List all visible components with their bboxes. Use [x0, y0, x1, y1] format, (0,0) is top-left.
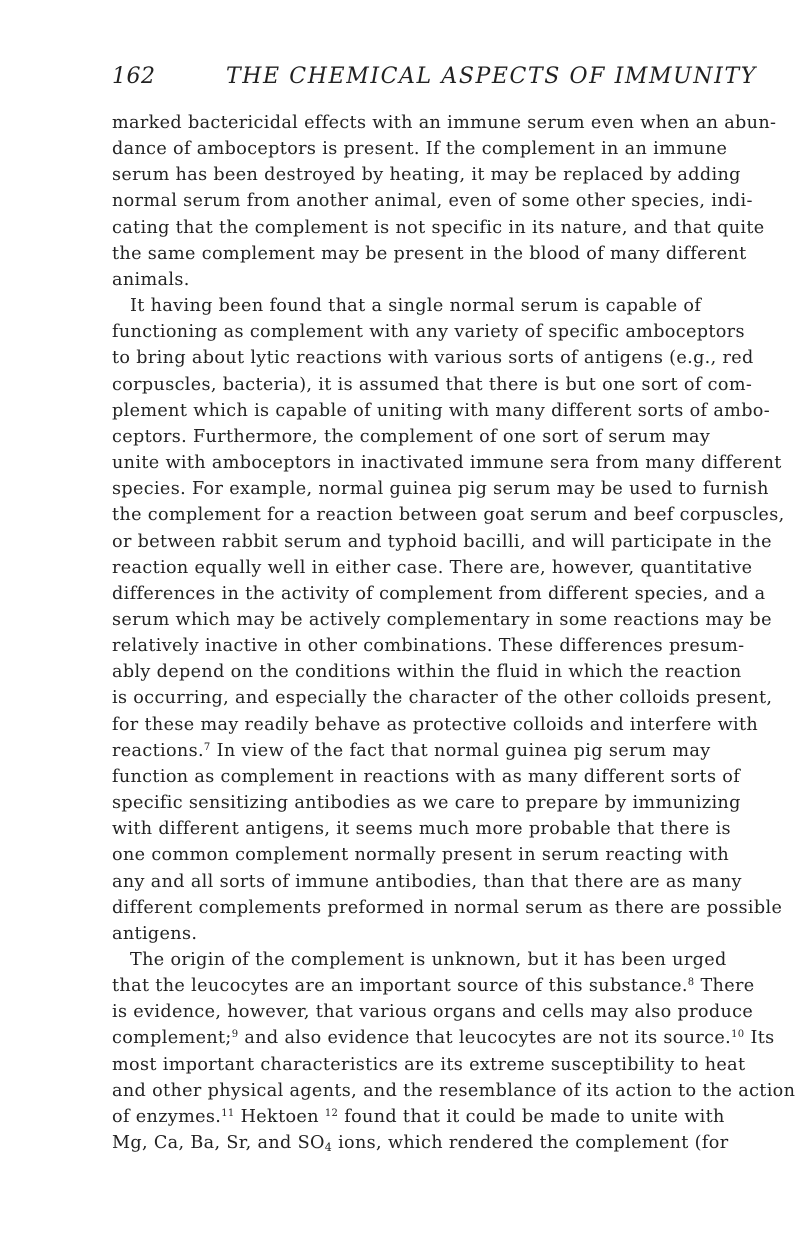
- text-line: unite with amboceptors in inactivated immune sera from many different: [112, 453, 782, 474]
- text-line: species. For example, normal guinea pig serum may be used to furnish: [112, 479, 769, 500]
- text-fragment: In view of the fact that normal guinea pig serum may: [210, 740, 711, 761]
- text-line: [112, 293, 702, 319]
- text-line: antigens.: [112, 923, 198, 944]
- text-line: one common complement normally present in serum reacting with: [112, 845, 730, 866]
- text-fragment: and also evidence that leucocytes are not its source.: [238, 1028, 732, 1049]
- text-fragment: reactions.: [112, 740, 204, 761]
- subscript-4: 4: [324, 1141, 333, 1155]
- text-line-content: It having been found that a single normal serum is capable of: [130, 296, 702, 317]
- text-fragment: Hektoen: [234, 1106, 325, 1127]
- text-line: [112, 1025, 775, 1051]
- text-line: animals.: [112, 269, 190, 290]
- text-line: for these may readily behave as protective colloids and interfere with: [112, 714, 759, 735]
- text-fragment: Its: [744, 1028, 775, 1049]
- text-line: different complements preformed in normal serum as there are possible: [112, 897, 783, 918]
- text-line: specific sensitizing antibodies as we care to prepare by immunizing: [112, 793, 741, 814]
- footnote-ref-11[interactable]: 11: [221, 1107, 235, 1119]
- text-line: functioning as complement with any variety of specific amboceptors: [112, 322, 745, 343]
- text-line: is evidence, however, that various organs and cells may also produce: [112, 1002, 754, 1023]
- footnote-ref-9[interactable]: 9: [231, 1029, 239, 1041]
- footnote-ref-10[interactable]: 10: [731, 1029, 745, 1041]
- text-line: normal serum from another animal, even of some other species, indi-: [112, 191, 753, 212]
- text-line: function as complement in reactions with as many different sorts of: [112, 766, 741, 787]
- footnote-ref-12[interactable]: 12: [324, 1107, 339, 1119]
- page-number: 162: [112, 64, 156, 89]
- text-line: relatively inactive in other combinations. These differences presum-: [112, 636, 745, 657]
- text-line: is occurring, and especially the character of the other colloids present,: [112, 688, 773, 709]
- text-line: [112, 973, 755, 999]
- body-text: [112, 110, 796, 1156]
- text-fragment: found that it could be made to unite with: [338, 1106, 725, 1127]
- text-fragment: complement;: [112, 1028, 232, 1049]
- text-fragment: There: [694, 976, 755, 997]
- text-line: serum which may be actively complementary in some reactions may be: [112, 609, 772, 630]
- text-line: reaction equally well in either case. There are, however, quantitative: [112, 557, 753, 578]
- text-line: or between rabbit serum and typhoid bacilli, and will participate in the: [112, 531, 772, 552]
- footnote-ref-7[interactable]: 7: [203, 741, 211, 753]
- text-line-content: The origin of the complement is unknown, but it has been urged: [130, 950, 727, 970]
- text-line: and other physical agents, and the resemblance of its action to the action: [112, 1080, 796, 1101]
- text-line: with different antigens, it seems much more probable that there is: [112, 819, 731, 840]
- running-title: THE CHEMICAL ASPECTS OF IMMUNITY: [226, 64, 757, 89]
- text-fragment: ions, which rendered the complement (for: [332, 1133, 729, 1154]
- text-fragment: of enzymes.: [112, 1106, 222, 1127]
- paragraph-3: [112, 947, 796, 1156]
- text-line: [112, 947, 727, 973]
- text-fragment: that the leucocytes are an important source of this substance.: [112, 976, 688, 997]
- text-line: plement which is capable of uniting with many different sorts of ambo-: [112, 400, 771, 421]
- text-line: serum has been destroyed by heating, it may be replaced by adding: [112, 165, 741, 186]
- text-line: any and all sorts of immune antibodies, than that there are as many: [112, 871, 742, 892]
- text-line: dance of amboceptors is present. If the complement in an immune: [112, 139, 728, 160]
- text-line: [112, 738, 711, 764]
- text-line: ceptors. Furthermore, the complement of one sort of serum may: [112, 426, 711, 447]
- running-head: [112, 64, 757, 94]
- text-line: ably depend on the conditions within the fluid in which the reaction: [112, 662, 742, 683]
- text-line: differences in the activity of complement from different species, and a: [112, 583, 766, 604]
- text-line: the complement for a reaction between goat serum and beef corpuscles,: [112, 505, 785, 526]
- text-fragment: Mg, Ca, Ba, Sr, and SO: [112, 1133, 325, 1154]
- text-line: most important characteristics are its extreme susceptibility to heat: [112, 1054, 746, 1075]
- text-line: corpuscles, bacteria), it is assumed that there is but one sort of com-: [112, 374, 753, 395]
- text-line: cating that the complement is not specific in its nature, and that quite: [112, 217, 765, 238]
- text-line: to bring about lytic reactions with various sorts of antigens (e.g., red: [112, 348, 754, 369]
- paragraph-2: [112, 293, 785, 947]
- text-line: the same complement may be present in the blood of many different: [112, 243, 747, 264]
- footnote-ref-8[interactable]: 8: [687, 977, 695, 989]
- paragraph-1: [112, 110, 777, 293]
- text-line: [112, 1104, 725, 1130]
- text-line: marked bactericidal effects with an immune serum even when an abun-: [112, 113, 777, 133]
- text-line: [112, 1130, 729, 1156]
